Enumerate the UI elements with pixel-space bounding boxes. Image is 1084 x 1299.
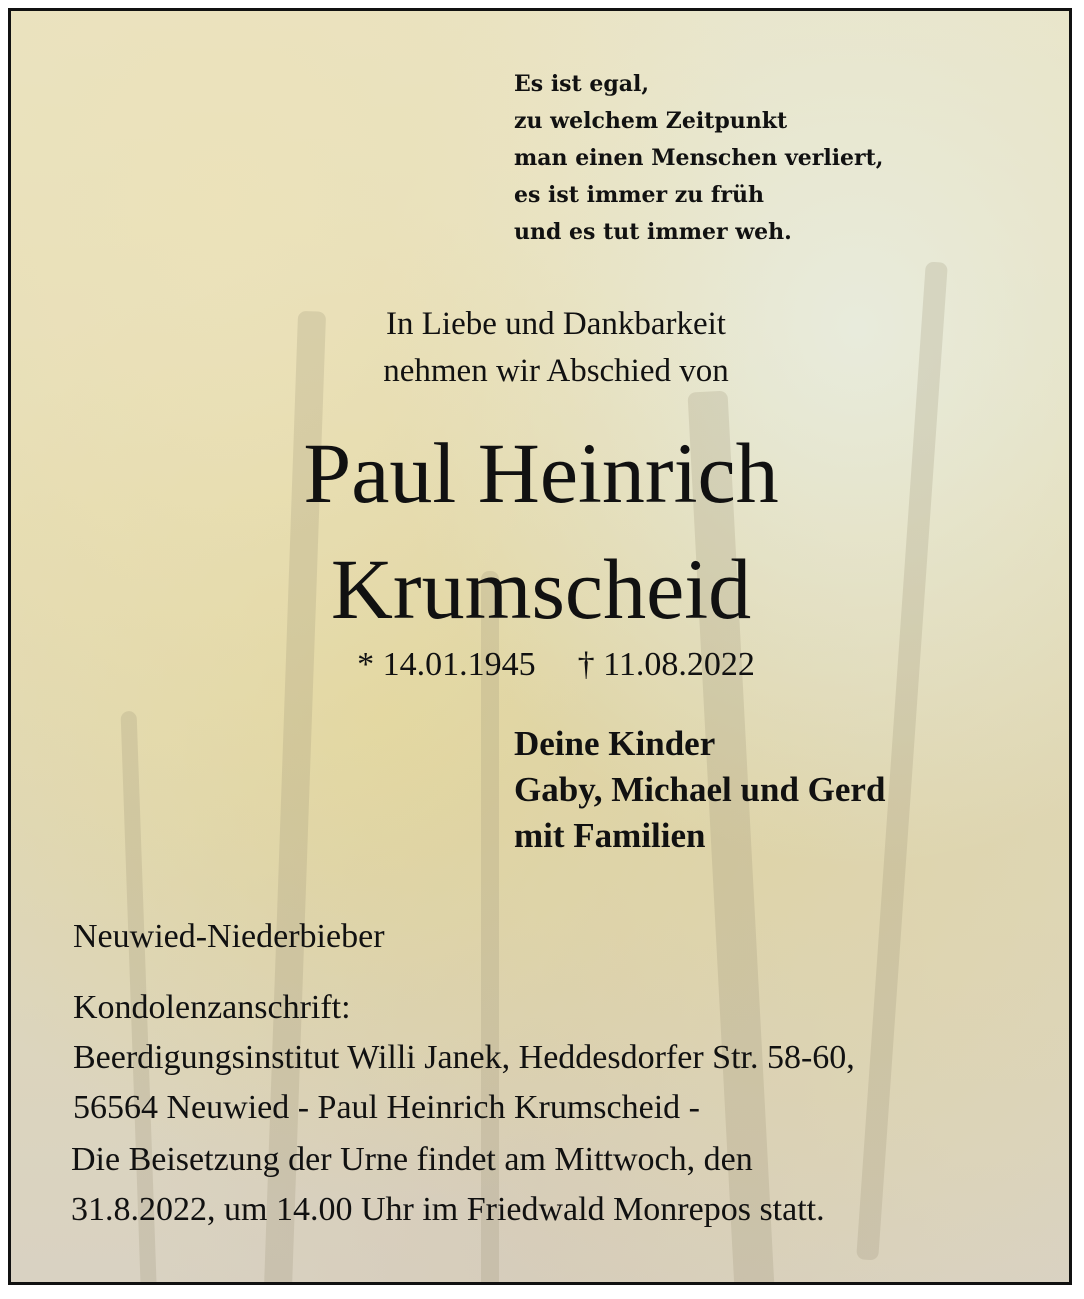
mourners-line: Deine Kinder	[514, 724, 716, 763]
deceased-name-last: Krumscheid	[330, 541, 752, 637]
birth-date: * 14.01.1945	[357, 646, 536, 683]
condolence-line: Beerdigungsinstitut Willi Janek, Heddesdorfer Str. 58-60,	[73, 1039, 855, 1076]
condolence-line: 56564 Neuwied - Paul Heinrich Krumscheid -	[73, 1089, 700, 1126]
condolence-address	[73, 983, 855, 1133]
deceased-name-first: Paul Heinrich	[303, 425, 779, 521]
obituary-notice	[8, 8, 1072, 1285]
life-dates	[261, 643, 851, 687]
place: Neuwied-Niederbieber	[73, 918, 385, 955]
poem-line: Es ist egal,	[514, 71, 650, 97]
condolence-line: Kondolenzanschrift:	[73, 989, 351, 1026]
burial-line: Die Beisetzung der Urne findet am Mittwoch, den	[71, 1141, 753, 1178]
mourners-line: Gaby, Michael und Gerd	[514, 770, 886, 809]
poem-line: zu welchem Zeitpunkt	[514, 108, 788, 134]
poem-line: es ist immer zu früh	[514, 182, 764, 208]
mourners	[514, 721, 885, 859]
poem-line: und es tut immer weh.	[514, 219, 792, 245]
burial-info	[71, 1135, 825, 1235]
death-date: † 11.08.2022	[577, 646, 755, 683]
poem	[514, 66, 883, 251]
burial-line: 31.8.2022, um 14.00 Uhr im Friedwald Monrepos statt.	[71, 1191, 825, 1228]
intro-line: In Liebe und Dankbarkeit	[386, 306, 726, 342]
intro-line: nehmen wir Abschied von	[383, 353, 729, 389]
mourners-line: mit Familien	[514, 816, 706, 855]
poem-line: man einen Menschen verliert,	[514, 145, 884, 171]
